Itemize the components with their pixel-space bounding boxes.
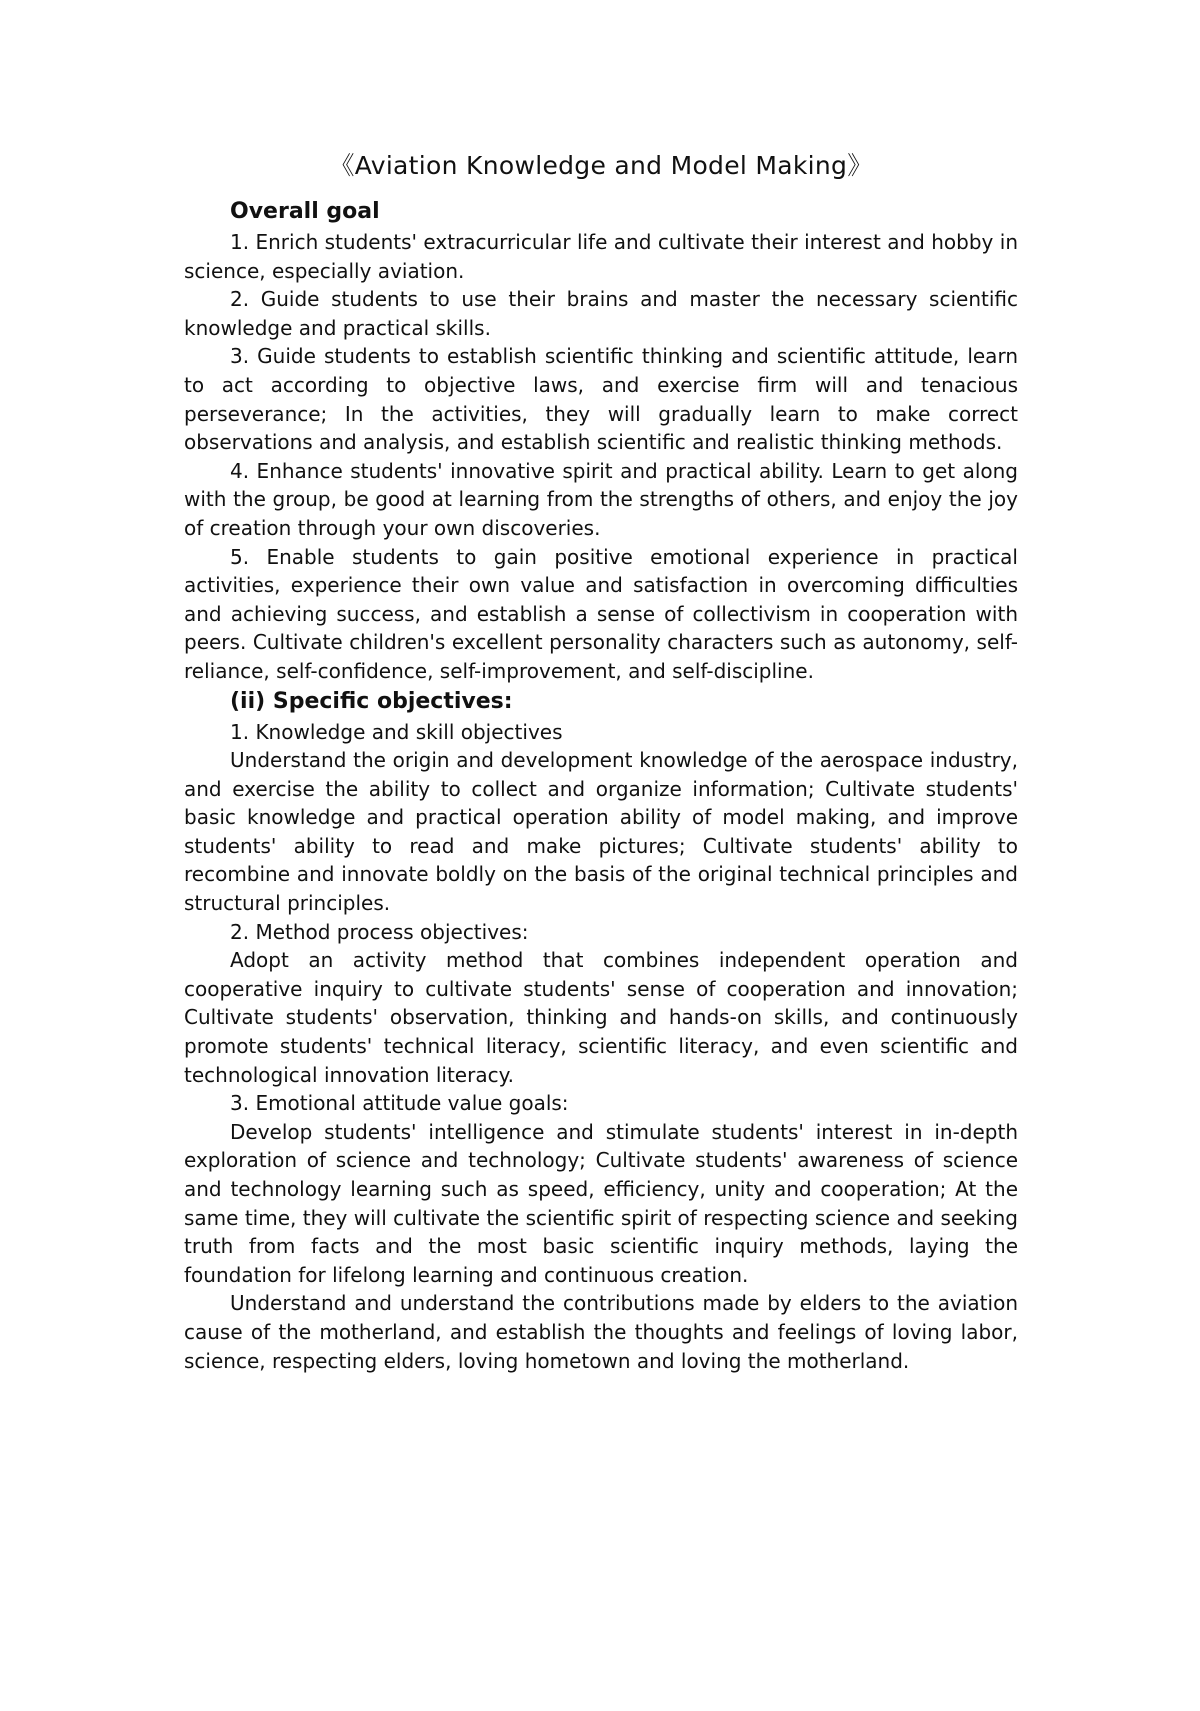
emotional-goals-text: Develop students' intelligence and stimulate students' interest in in-depth exploration of science and technology; Cultivate students' awareness of science and technology learning such as speed, efficiency, unity and cooperation; At the same time, they will cultivate the scientific spirit of respecting science and seeking truth from facts and the most basic scientific inquiry methods, laying the foundation for lifelong learning and continuous creation. bbox=[184, 1119, 1018, 1287]
emotional-goals-label: 3. Emotional attitude value goals: bbox=[230, 1091, 569, 1116]
overall-goal-item-4: 4. Enhance students' innovative spirit and practical ability. Learn to get along with the group, be good at learning from the strengths of others, and enjoy the joy of creation through your own discoveries. bbox=[184, 458, 1018, 540]
method-objectives-label: 2. Method process objectives: bbox=[230, 919, 529, 944]
knowledge-objectives-text: Understand the origin and development knowledge of the aerospace industry, and exercise the ability to collect and organize information; Cultivate students' basic knowledge and practical operation ability of model making, and improve students' ability to read and make pictures; Cultivate students' ability to recombine and innovate boldly on the basis of the original technical principles and structural principles. bbox=[184, 748, 1018, 916]
overall-goal-item-1: 1. Enrich students' extracurricular life and cultivate their interest and hobby in science, especially aviation. bbox=[184, 230, 1018, 283]
specific-objectives-heading: (ii) Specific objectives: bbox=[230, 688, 513, 714]
knowledge-objectives-label: 1. Knowledge and skill objectives bbox=[230, 719, 563, 744]
document-title: 《Aviation Knowledge and Model Making》 bbox=[329, 151, 873, 180]
overall-goal-heading: Overall goal bbox=[230, 199, 380, 224]
document-page bbox=[184, 148, 1018, 1375]
method-objectives-text: Adopt an activity method that combines independent operation and cooperative inquiry to cultivate students' sense of cooperation and innovation; Cultivate students' observation, thinking and hands-on skills, and continuously promote students' technical literacy, scientific literacy, and even scientific and technological innovation literacy. bbox=[184, 948, 1018, 1087]
overall-goal-item-2: 2. Guide students to use their brains and master the necessary scientific knowledge and practical skills. bbox=[184, 287, 1018, 340]
emotional-goals-text-2: Understand and understand the contributions made by elders to the aviation cause of the motherland, and establish the thoughts and feelings of loving labor, science, respecting elders, loving hometown and loving the motherland. bbox=[184, 1291, 1018, 1373]
overall-goal-item-5: 5. Enable students to gain positive emotional experience in practical activities, experience their own value and satisfaction in overcoming difficulties and achieving success, and establish a sense of collectivism in cooperation with peers. Cultivate children's excellent personality characters such as autonomy, self-reliance, self-confidence, self-improvement, and self-discipline. bbox=[184, 544, 1018, 683]
overall-goal-item-3: 3. Guide students to establish scientific thinking and scientific attitude, learn to act according to objective laws, and exercise firm will and tenacious perseverance; In the activities, they will gradually learn to make correct observations and analysis, and establish scientific and realistic thinking methods. bbox=[184, 344, 1018, 455]
